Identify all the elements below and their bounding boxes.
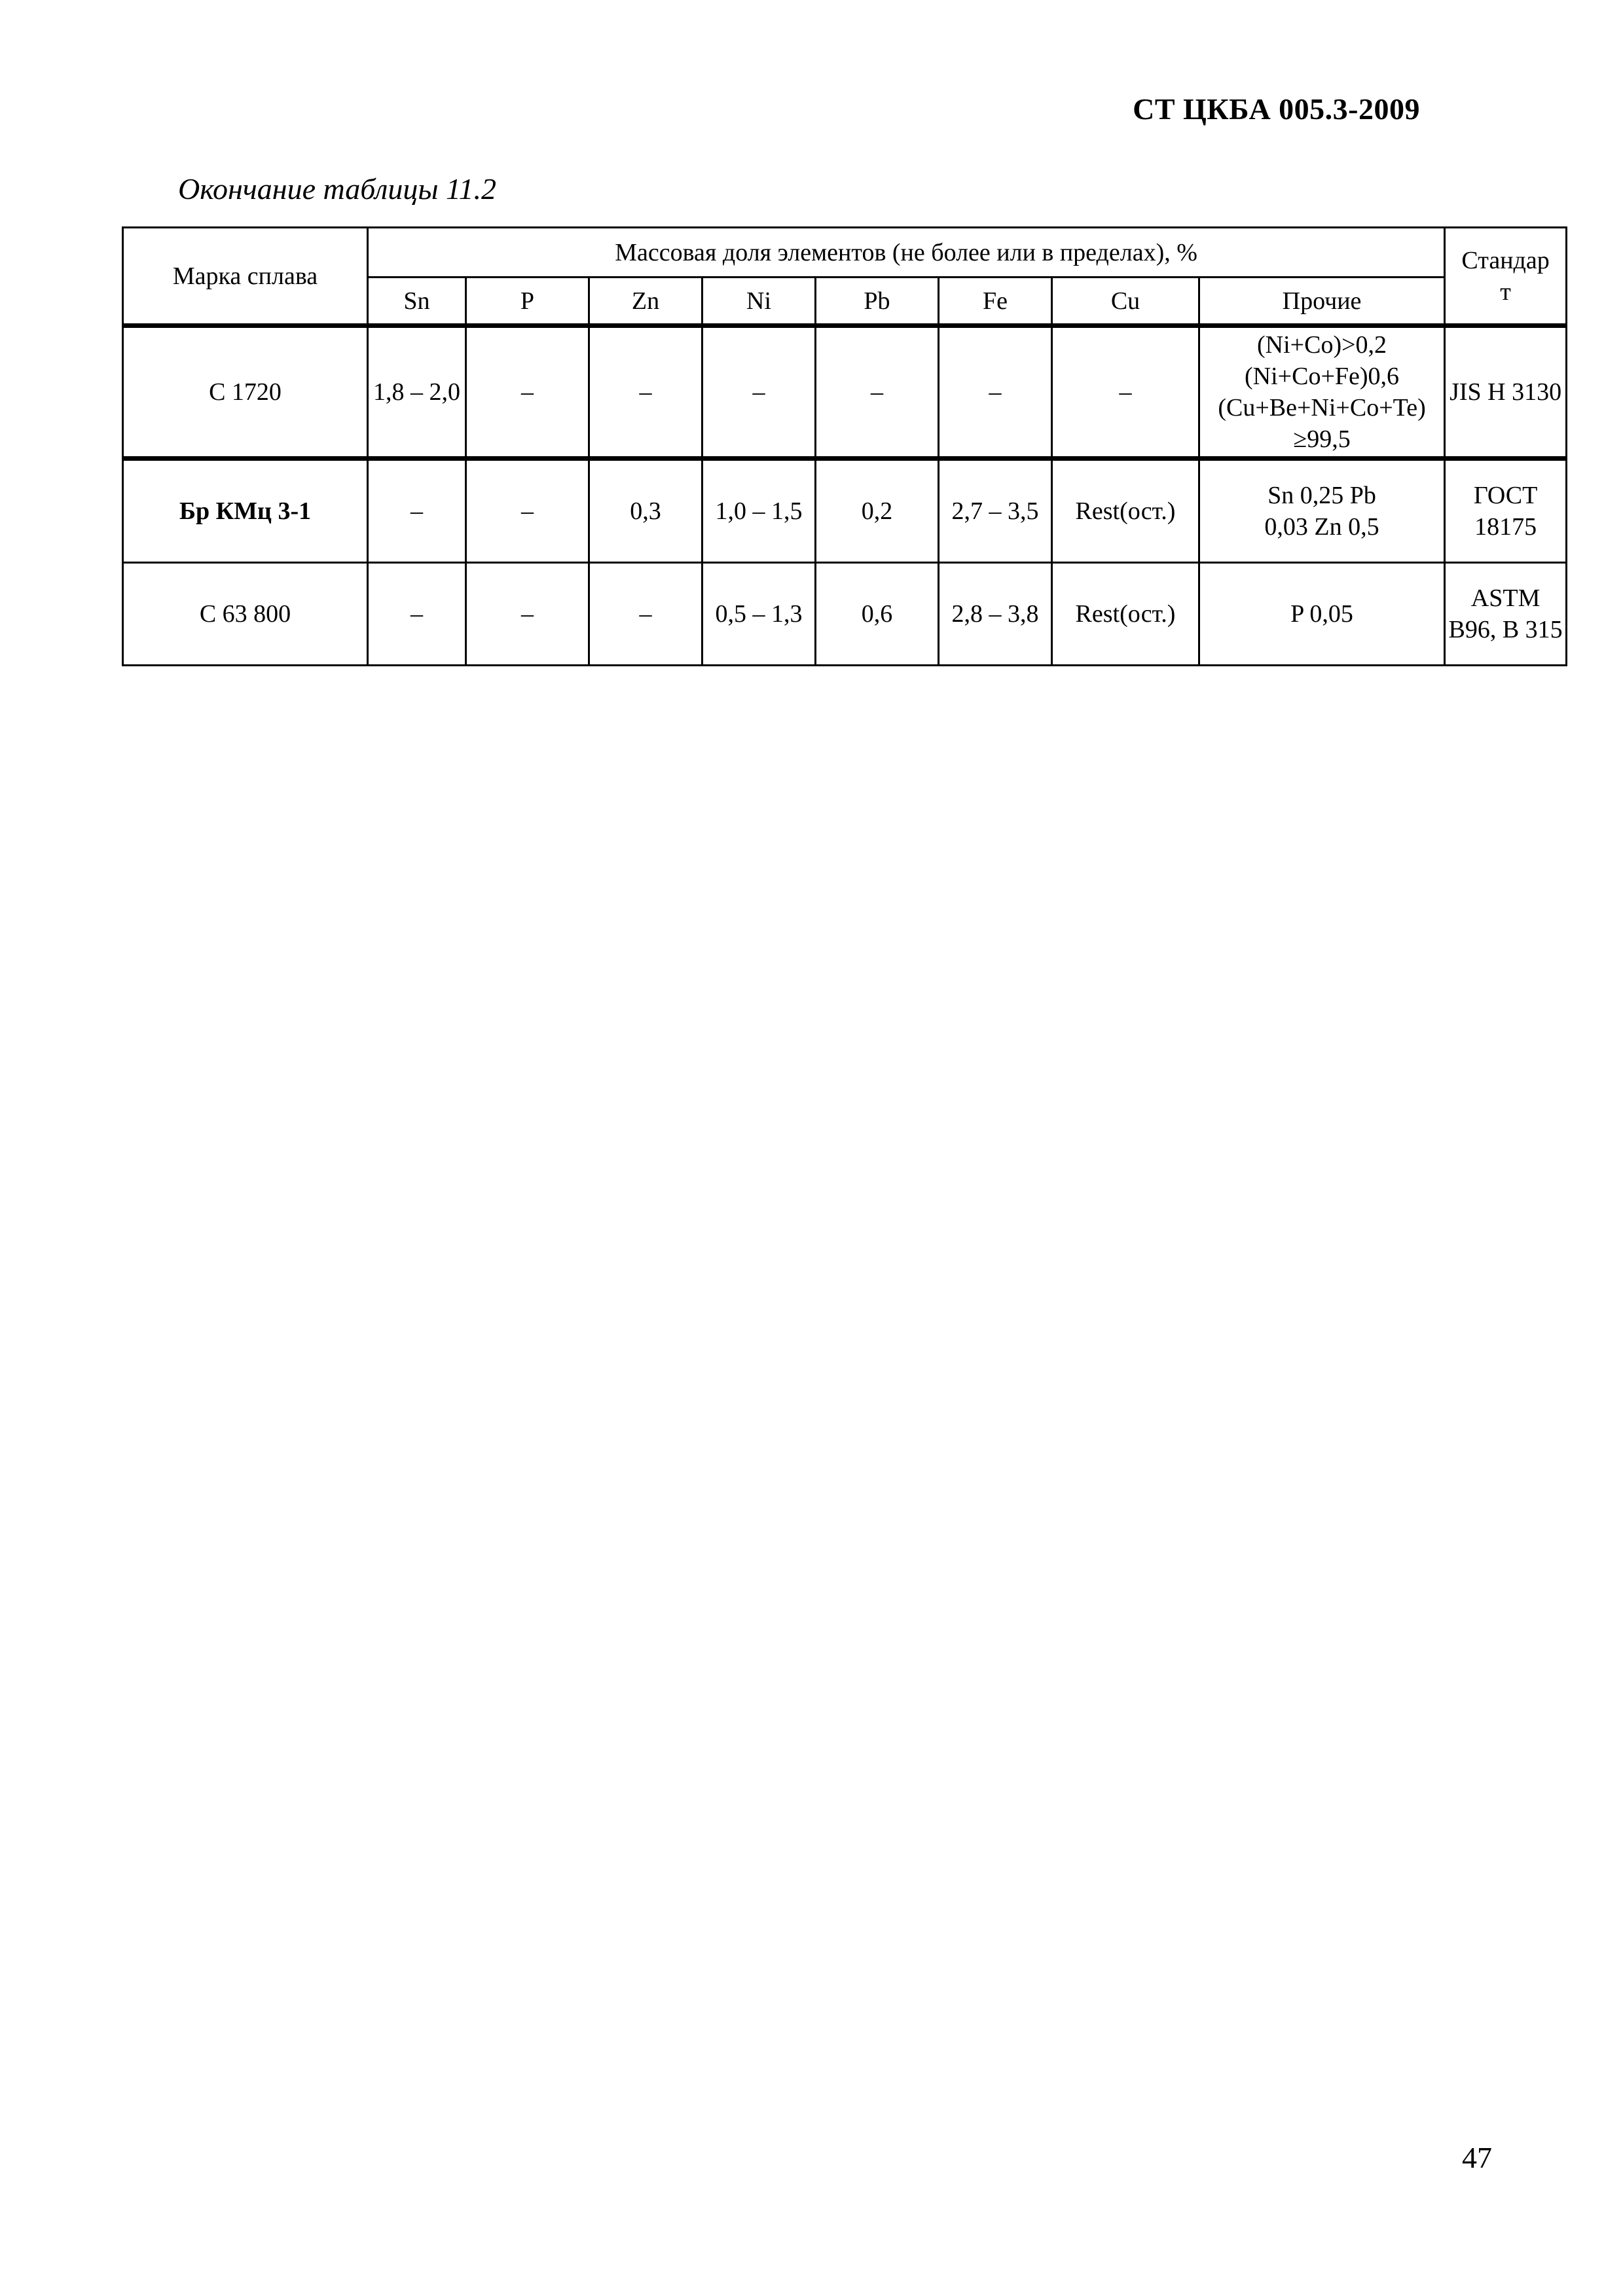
cell-standard: JIS H 3130 bbox=[1445, 326, 1567, 459]
table-header-row bbox=[123, 228, 1567, 278]
header-element-pb: Pb bbox=[816, 278, 939, 326]
cell-sn: – bbox=[368, 459, 466, 563]
cell-sn: – bbox=[368, 563, 466, 666]
cell-p: – bbox=[466, 563, 589, 666]
cell-zn: – bbox=[589, 563, 702, 666]
cell-pb: – bbox=[816, 326, 939, 459]
cell-zn: 0,3 bbox=[589, 459, 702, 563]
header-element-zn: Zn bbox=[589, 278, 702, 326]
cell-zn: – bbox=[589, 326, 702, 459]
page-number: 47 bbox=[1462, 2141, 1492, 2174]
header-element-cu: Cu bbox=[1052, 278, 1199, 326]
cell-pb: 0,6 bbox=[816, 563, 939, 666]
cell-other: (Ni+Co)>0,2 (Ni+Co+Fe)0,6 (Cu+Be+Ni+Co+Te) ≥99,5 bbox=[1199, 326, 1445, 459]
cell-fe: – bbox=[939, 326, 1052, 459]
cell-p: – bbox=[466, 459, 589, 563]
table-row bbox=[123, 326, 1567, 459]
cell-cu: Rest(ост.) bbox=[1052, 563, 1199, 666]
cell-alloy-grade: Бр КМц 3-1 bbox=[123, 459, 368, 563]
cell-standard: ASTM B96, B 315 bbox=[1445, 563, 1567, 666]
cell-ni: – bbox=[702, 326, 816, 459]
cell-fe: 2,7 – 3,5 bbox=[939, 459, 1052, 563]
cell-sn: 1,8 – 2,0 bbox=[368, 326, 466, 459]
cell-p: – bbox=[466, 326, 589, 459]
cell-fe: 2,8 – 3,8 bbox=[939, 563, 1052, 666]
header-element-p: P bbox=[466, 278, 589, 326]
table-row bbox=[123, 563, 1567, 666]
table-row bbox=[123, 459, 1567, 563]
cell-alloy-grade: С 1720 bbox=[123, 326, 368, 459]
header-element-ni: Ni bbox=[702, 278, 816, 326]
header-element-fe: Fe bbox=[939, 278, 1052, 326]
table-caption: Окончание таблицы 11.2 bbox=[178, 172, 497, 206]
cell-ni: 0,5 – 1,3 bbox=[702, 563, 816, 666]
document-code: СТ ЦКБА 005.3-2009 bbox=[1133, 92, 1420, 126]
cell-other: P 0,05 bbox=[1199, 563, 1445, 666]
header-element-sn: Sn bbox=[368, 278, 466, 326]
cell-cu: – bbox=[1052, 326, 1199, 459]
cell-standard: ГОСТ 18175 bbox=[1445, 459, 1567, 563]
header-standard: Стандарт bbox=[1445, 228, 1567, 326]
cell-ni: 1,0 – 1,5 bbox=[702, 459, 816, 563]
header-mass-fraction: Массовая доля элементов (не более или в пределах), % bbox=[368, 228, 1445, 278]
alloy-composition-table bbox=[122, 226, 1567, 666]
cell-other: Sn 0,25 Pb 0,03 Zn 0,5 bbox=[1199, 459, 1445, 563]
cell-pb: 0,2 bbox=[816, 459, 939, 563]
header-alloy-grade: Марка сплава bbox=[123, 228, 368, 326]
header-element-other: Прочие bbox=[1199, 278, 1445, 326]
cell-alloy-grade: С 63 800 bbox=[123, 563, 368, 666]
cell-cu: Rest(ост.) bbox=[1052, 459, 1199, 563]
